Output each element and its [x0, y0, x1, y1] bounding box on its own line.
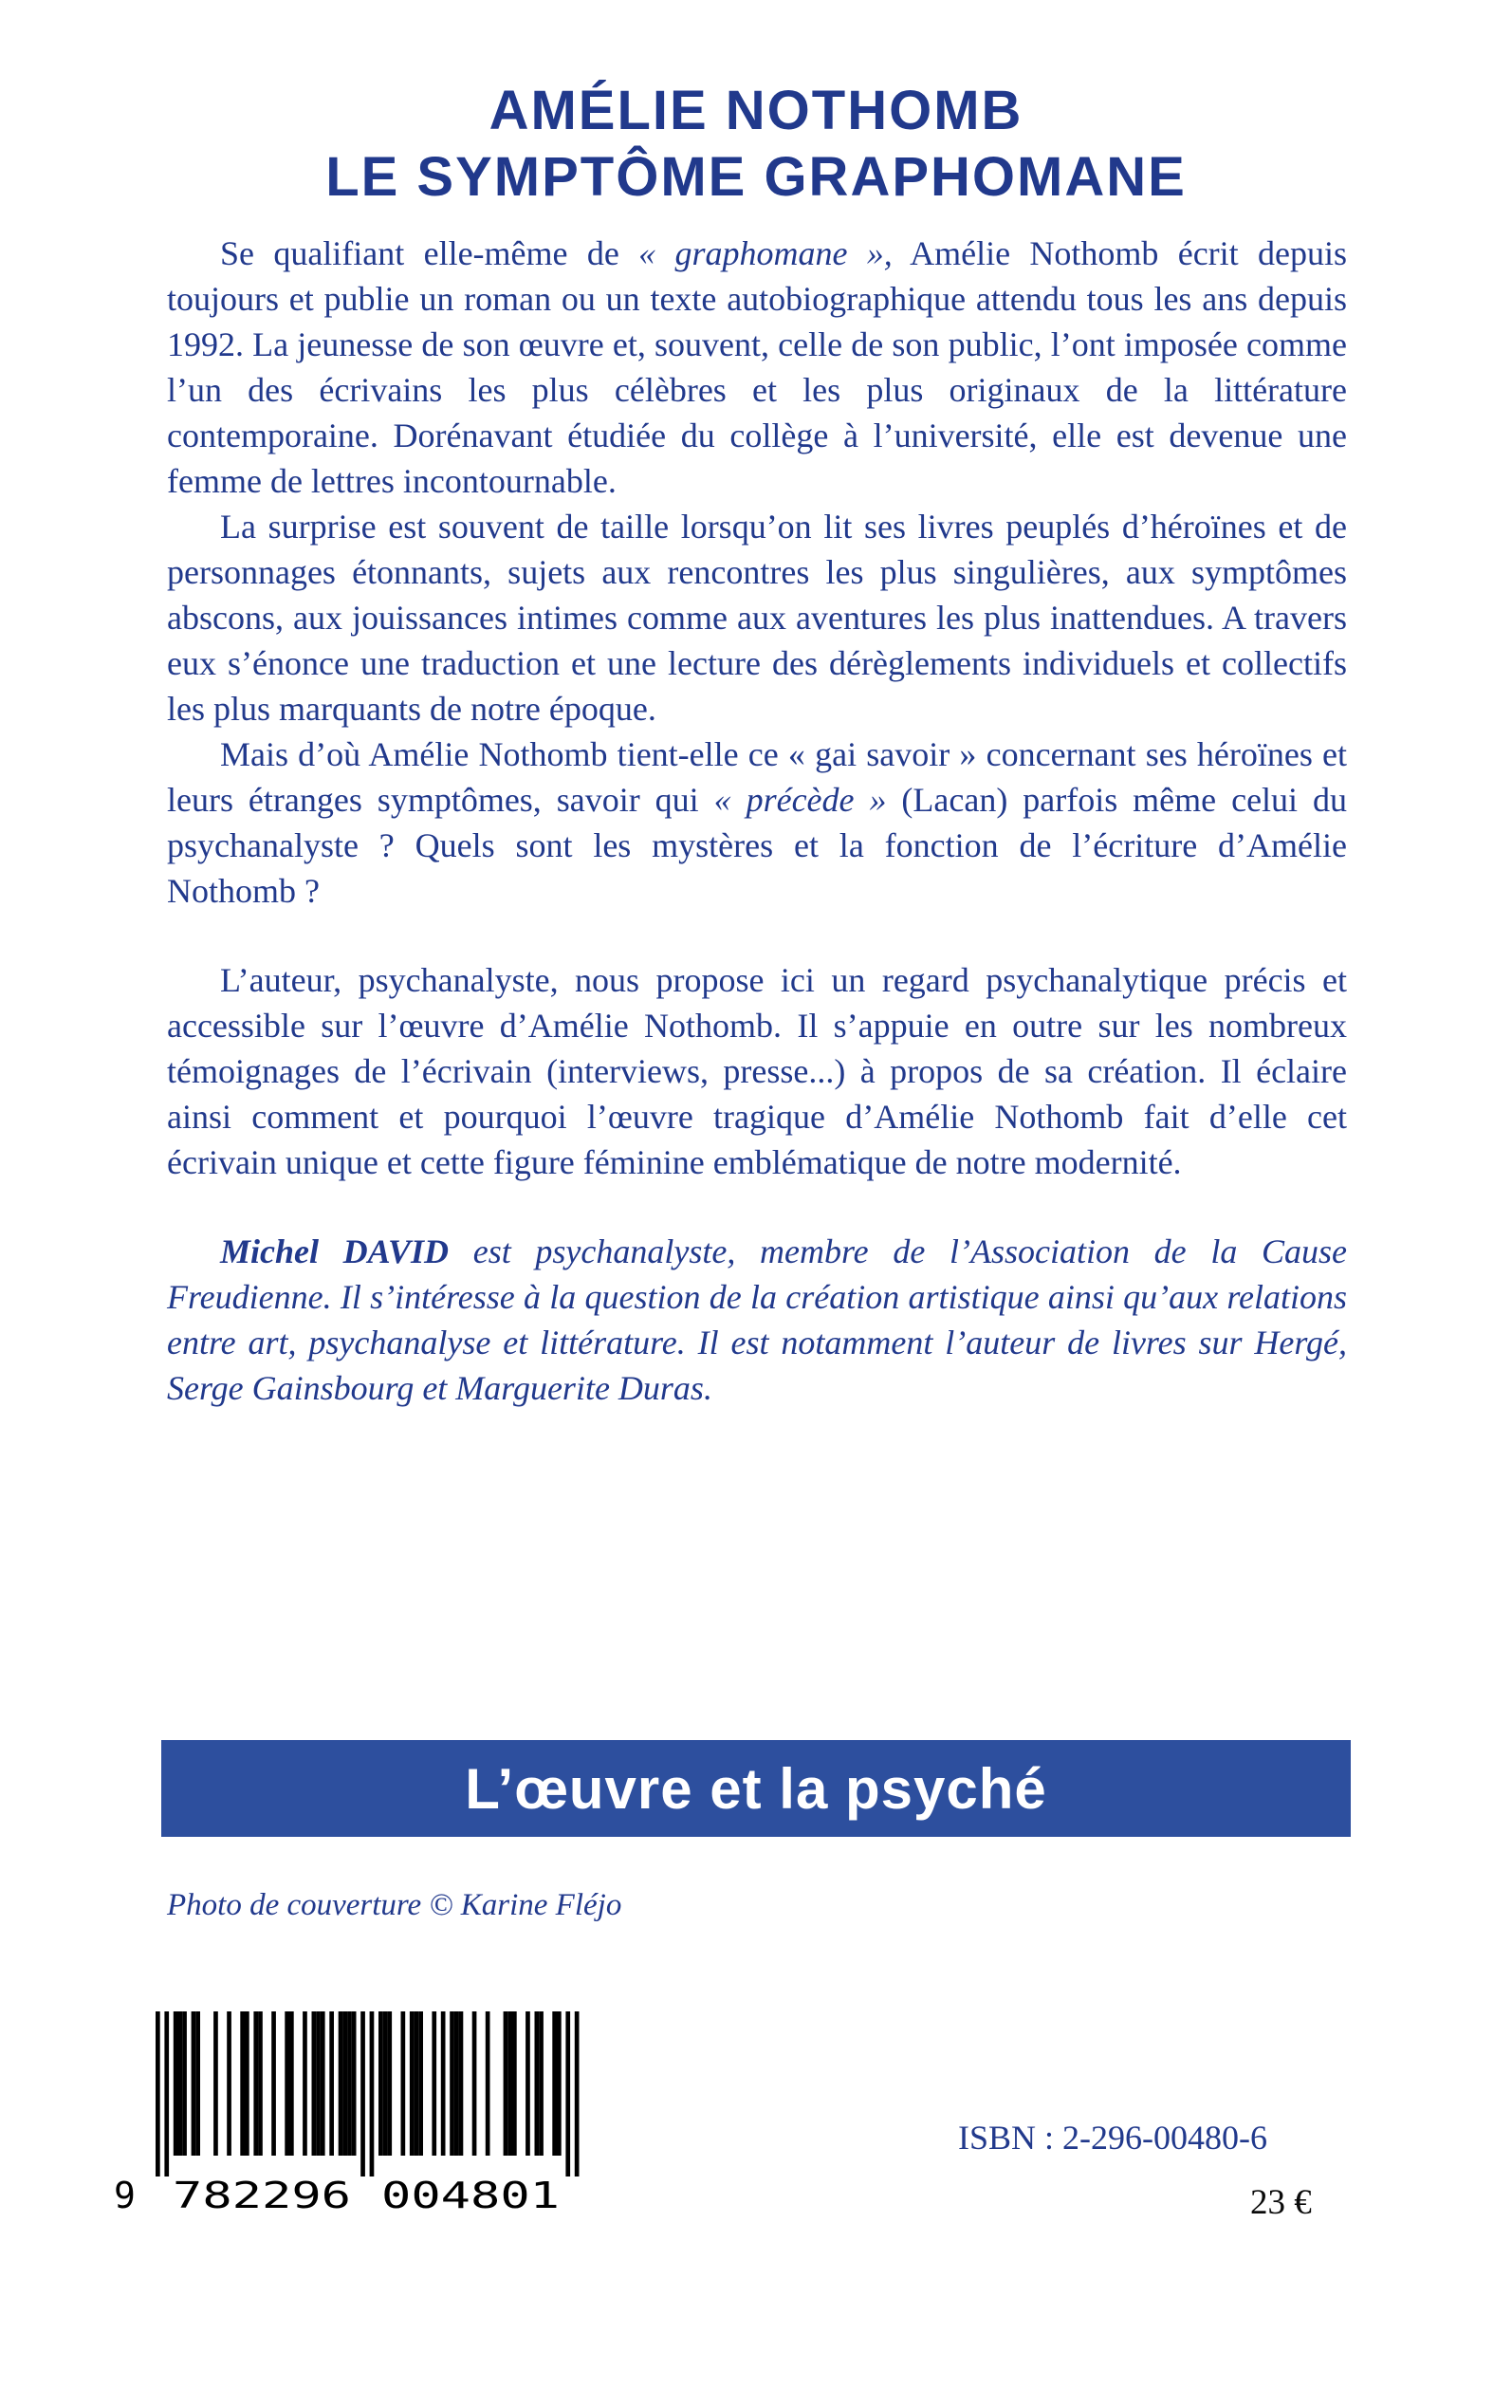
isbn-number: ISBN : 2-296-00480-6: [958, 2119, 1267, 2157]
text-run: « précède »: [713, 781, 887, 819]
text-run: Mais d’où Amélie Nothomb tient-elle ce « gai savoir » concernant ses héroïnes et leurs étranges symptômes, savoir qui: [167, 735, 1347, 819]
paragraph: [167, 231, 1347, 504]
ean13-barcode: [112, 2011, 586, 2214]
price-label: 23 €: [1250, 2183, 1312, 2222]
book-title-name: LE SYMPTÔME GRAPHOMANE: [325, 146, 1187, 208]
text-run: Michel DAVID: [220, 1232, 450, 1270]
book-title: [0, 78, 1512, 211]
text-run: Amélie Nothomb écrit depuis toujours et publie un roman ou un texte autobiographique attendu tous les ans depuis 1992. La jeunesse de son œuvre et, souvent, celle de son public, l’ont imposée comme l’un des écrivains les plus célèbres et les plus originaux de la littérature contemporaine. Dorénavant étudiée du collège à l’université, elle est devenue une femme de lettres incontournable.: [167, 234, 1347, 500]
text-run: « graphomane »,: [638, 234, 893, 272]
text-run: est psychanalyste, membre de l’Association de la Cause Freudienne. Il s’intéresse à la question de la création artistique ainsi qu’aux relations entre art, psychanalyse et littérature. Il est notamment l’auteur de livres sur Hergé, Serge Gainsbourg et Marguerite Duras.: [167, 1232, 1348, 1407]
collection-banner: [161, 1740, 1351, 1837]
svg-text:9: 9: [114, 2175, 136, 2214]
book-title-author: AMÉLIE NOTHOMB: [489, 80, 1023, 141]
svg-text:782296: 782296: [173, 2175, 351, 2214]
paragraph: [167, 1229, 1347, 1411]
text-run: L’auteur, psychanalyste, nous propose ici un regard psychanalytique précis et accessible sur l’œuvre d’Amélie Nothomb. Il s’appuie en outre sur les nombreux témoignages de l’écrivain (interviews, presse...) à propos de sa création. Il éclaire ainsi comment et pourquoi l’œuvre tragique d’Amélie Nothomb fait d’elle cet écrivain unique et cette figure féminine emblématique de notre modernité.: [167, 961, 1347, 1181]
text-run: La surprise est souvent de taille lorsqu’on lit ses livres peuplés d’héroïnes et de personnages étonnants, sujets aux rencontres les plus singulières, aux symptômes abscons, aux jouissances intimes comme aux aventures les plus inattendues. A travers eux s’énonce une traduction et une lecture des dérèglements individuels et collectifs les plus marquants de notre époque.: [167, 508, 1347, 728]
paragraph: [167, 957, 1347, 1185]
paragraph: [167, 732, 1347, 914]
collection-name: L’œuvre et la psyché: [465, 1756, 1047, 1821]
synopsis-text: [167, 231, 1347, 1411]
text-run: Se qualifiant elle-même de: [220, 234, 639, 272]
photo-credit: Photo de couverture © Karine Fléjo: [167, 1888, 622, 1922]
svg-text:004801: 004801: [381, 2175, 560, 2214]
paragraph: [167, 504, 1347, 732]
text-run: (Lacan) parfois même celui du psychanalyste ? Quels sont les mystères et la fonction de l’écriture d’Amélie Nothomb ?: [167, 781, 1347, 910]
